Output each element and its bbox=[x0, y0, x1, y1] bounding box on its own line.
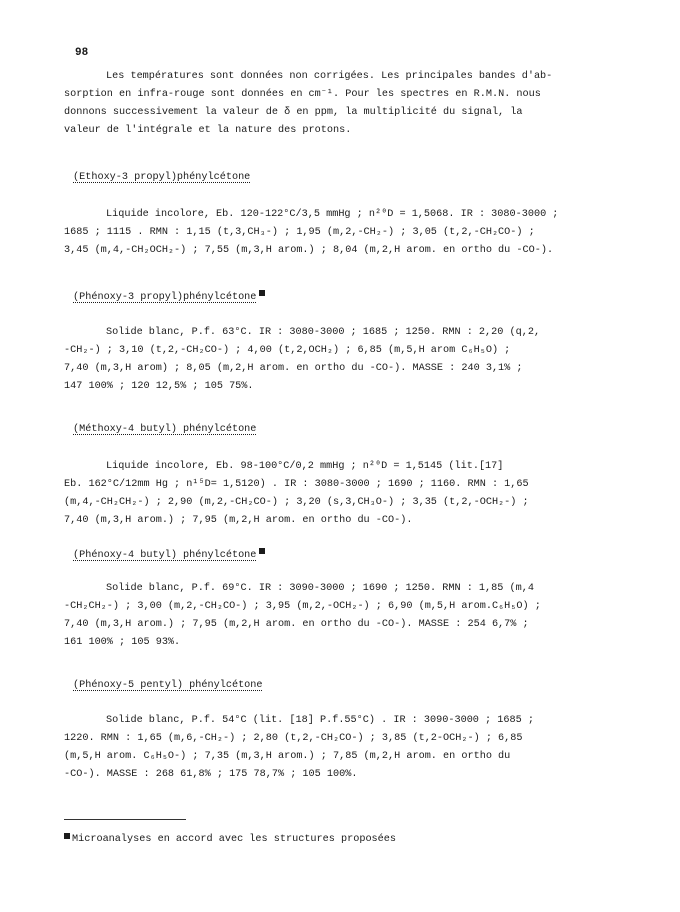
compound-heading-text: (Méthoxy-4 butyl) phénylcétone bbox=[73, 424, 257, 435]
description-line: 7,40 (m,3,H arom.) ; 7,95 (m,2,H arom. en ortho du -CO-). bbox=[64, 515, 413, 526]
microanalysis-mark-icon bbox=[259, 548, 265, 554]
description-line: Liquide incolore, Eb. 98-100°C/0,2 mmHg ; n²⁰D = 1,5145 (lit.[17] bbox=[106, 461, 504, 472]
compound-heading bbox=[73, 548, 265, 561]
compound-description bbox=[64, 458, 624, 530]
description-line: 1220. RMN : 1,65 (m,6,-CH₂-) ; 2,80 (t,2,-CH₂CO-) ; 3,85 (t,2-OCH₂-) ; 6,85 bbox=[64, 733, 523, 744]
compound-heading-text: (Ethoxy-3 propyl)phénylcétone bbox=[73, 172, 251, 183]
description-line: 161 100% ; 105 93%. bbox=[64, 637, 181, 648]
description-line: 147 100% ; 120 12,5% ; 105 75%. bbox=[64, 381, 254, 392]
description-line: 3,45 (m,4,-CH₂OCH₂-) ; 7,55 (m,3,H arom.) ; 8,04 (m,2,H arom. en ortho du -CO-). bbox=[64, 245, 554, 256]
description-line: Solide blanc, P.f. 54°C (lit. [18] P.f.55°C) . IR : 3090-3000 ; 1685 ; bbox=[106, 715, 534, 726]
microanalysis-mark-icon bbox=[259, 290, 265, 296]
description-line: 7,40 (m,3,H arom.) ; 7,95 (m,2,H arom. en ortho du -CO-). MASSE : 254 6,7% ; bbox=[64, 619, 529, 630]
compound-heading bbox=[73, 680, 263, 691]
description-line: Solide blanc, P.f. 69°C. IR : 3090-3000 ; 1690 ; 1250. RMN : 1,85 (m,4 bbox=[106, 583, 534, 594]
description-line: Eb. 162°C/12mm Hg ; n¹⁵D= 1,5120) . IR : 3080-3000 ; 1690 ; 1160. RMN : 1,65 bbox=[64, 479, 529, 490]
intro-line: sorption en infra-rouge sont données en cm⁻¹. Pour les spectres en R.M.N. nous bbox=[64, 89, 541, 100]
footnote-divider bbox=[64, 819, 186, 820]
description-line: 7,40 (m,3,H arom) ; 8,05 (m,2,H arom. en ortho du -CO-). MASSE : 240 3,1% ; bbox=[64, 363, 523, 374]
footnote bbox=[64, 833, 396, 845]
intro-line: donnons successivement la valeur de δ en ppm, la multiplicité du signal, la bbox=[64, 107, 523, 118]
compound-description bbox=[64, 206, 624, 260]
description-line: (m,4,-CH₂CH₂-) ; 2,90 (m,2,-CH₂CO-) ; 3,20 (s,3,CH₃O-) ; 3,35 (t,2,-OCH₂-) ; bbox=[64, 497, 529, 508]
intro-line: Les températures sont données non corrigées. Les principales bandes d'ab- bbox=[106, 71, 553, 82]
footnote-text: Microanalyses en accord avec les structures proposées bbox=[72, 834, 397, 845]
compound-heading-text: (Phénoxy-4 butyl) phénylcétone bbox=[73, 550, 257, 561]
description-line: Solide blanc, P.f. 63°C. IR : 3080-3000 ; 1685 ; 1250. RMN : 2,20 (q,2, bbox=[106, 327, 541, 338]
page-number: 98 bbox=[75, 47, 89, 59]
description-line: (m,5,H arom. C₆H₅O-) ; 7,35 (m,3,H arom.) ; 7,85 (m,2,H arom. en ortho du bbox=[64, 751, 511, 762]
footnote-mark-icon bbox=[64, 833, 70, 839]
compound-heading-text: (Phénoxy-3 propyl)phénylcétone bbox=[73, 292, 257, 303]
intro-line: valeur de l'intégrale et la nature des protons. bbox=[64, 125, 352, 136]
compound-description bbox=[64, 580, 624, 652]
compound-heading bbox=[73, 290, 265, 303]
description-line: -CH₂-) ; 3,10 (t,2,-CH₂CO-) ; 4,00 (t,2,OCH₂) ; 6,85 (m,5,H arom C₆H₅O) ; bbox=[64, 345, 511, 356]
compound-description bbox=[64, 324, 624, 396]
intro-paragraph bbox=[64, 68, 624, 140]
compound-heading-text: (Phénoxy-5 pentyl) phénylcétone bbox=[73, 680, 263, 691]
compound-description bbox=[64, 712, 624, 784]
description-line: -CO-). MASSE : 268 61,8% ; 175 78,7% ; 105 100%. bbox=[64, 769, 358, 780]
description-line: 1685 ; 1115 . RMN : 1,15 (t,3,CH₃-) ; 1,95 (m,2,-CH₂-) ; 3,05 (t,2,-CH₂CO-) ; bbox=[64, 227, 535, 238]
compound-heading bbox=[73, 172, 250, 183]
compound-heading bbox=[73, 424, 256, 435]
description-line: -CH₂CH₂-) ; 3,00 (m,2,-CH₂CO-) ; 3,95 (m,2,-OCH₂-) ; 6,90 (m,5,H arom.C₆H₅O) ; bbox=[64, 601, 541, 612]
description-line: Liquide incolore, Eb. 120-122°C/3,5 mmHg ; n²⁰D = 1,5068. IR : 3080-3000 ; bbox=[106, 209, 559, 220]
